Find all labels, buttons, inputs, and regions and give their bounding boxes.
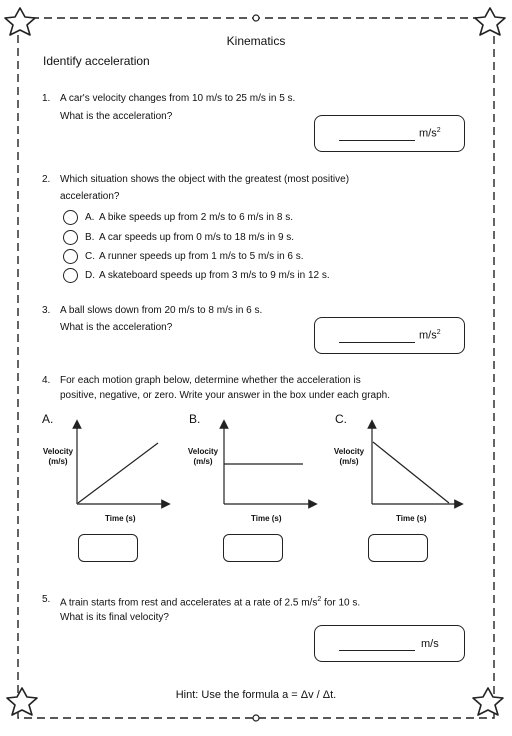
hint-text: Hint: Use the formula a = Δv / Δt. xyxy=(175,689,337,701)
radio-bubble[interactable] xyxy=(63,210,78,225)
answer-box-q3[interactable] xyxy=(314,317,465,354)
question-2 xyxy=(0,173,512,213)
option-text: A skateboard speeds up from 3 m/s to 9 m/s in 12 s. xyxy=(99,270,330,281)
option-letter: D. xyxy=(85,270,95,281)
y-axis-label: Velocity (m/s) xyxy=(42,447,74,466)
answer-unit: $m/s^2$ xyxy=(419,127,441,140)
option-text: A runner speeds up from 1 m/s to 5 m/s in 6 s. xyxy=(99,251,304,262)
graph-letter: B. xyxy=(189,412,201,426)
question-number: 1. xyxy=(42,93,51,104)
graph-plot xyxy=(186,410,326,530)
question-text-line2: What is the acceleration? xyxy=(60,322,173,333)
radio-bubble[interactable] xyxy=(63,268,78,283)
graph-letter: A. xyxy=(42,412,54,426)
question-number: 3. xyxy=(42,305,51,316)
question-number: 2. xyxy=(42,174,51,185)
answer-blank[interactable] xyxy=(339,650,415,651)
x-axis-label: Time (s) xyxy=(251,514,282,523)
option-text: A bike speeds up from 2 m/s to 6 m/s in 8 s. xyxy=(99,212,293,223)
option-text: A car speeds up from 0 m/s to 18 m/s in 9 s. xyxy=(99,232,295,243)
worksheet-subtitle: Identify acceleration xyxy=(43,54,150,68)
answer-box-q5[interactable] xyxy=(314,625,465,662)
graph-plot xyxy=(40,410,180,530)
answer-box-graph-a[interactable] xyxy=(78,534,138,562)
x-axis-label: Time (s) xyxy=(396,514,427,523)
worksheet-title: Kinematics xyxy=(226,34,286,48)
ornament-bottom xyxy=(253,715,259,721)
option-letter: B. xyxy=(85,232,95,243)
question-text-line2: acceleration? xyxy=(60,191,120,202)
star-icon-top-right xyxy=(475,8,505,35)
answer-unit: $m/s^2$ xyxy=(419,329,441,342)
question-number: 5. xyxy=(42,594,51,605)
star-icon-top-left xyxy=(5,8,35,35)
answer-unit: m/s xyxy=(421,638,439,650)
radio-bubble[interactable] xyxy=(63,230,78,245)
ornament-top xyxy=(253,15,259,21)
radio-bubble[interactable] xyxy=(63,249,78,264)
answer-box-q1[interactable] xyxy=(314,115,465,152)
question-number: 4. xyxy=(42,375,51,386)
answer-blank[interactable] xyxy=(339,140,415,141)
graph-line xyxy=(373,442,449,503)
option-letter: C. xyxy=(85,251,95,262)
question-text-line2: What is the acceleration? xyxy=(60,111,173,122)
question-text-line1: A car's velocity changes from 10 m/s to 25 m/s in 5 s. xyxy=(60,93,296,104)
question-text-line1: A train starts from rest and accelerates at a rate of 2.5 $m/s^2$ for 10 s. xyxy=(60,596,361,609)
option-letter: A. xyxy=(85,212,95,223)
question-text-line1: For each motion graph below, determine whether the acceleration is xyxy=(60,375,361,386)
question-4 xyxy=(0,374,512,414)
x-axis-label: Time (s) xyxy=(105,514,136,523)
graph-plot xyxy=(332,410,472,530)
question-text-line2: What is its final velocity? xyxy=(60,612,169,623)
question-text-line1: Which situation shows the object with the greatest (most positive) xyxy=(60,174,350,185)
answer-box-graph-b[interactable] xyxy=(223,534,283,562)
y-axis-label: Velocity (m/s) xyxy=(187,447,219,466)
graph-letter: C. xyxy=(335,412,347,426)
answer-blank[interactable] xyxy=(339,342,415,343)
question-text-line2: positive, negative, or zero. Write your answer in the box under each graph. xyxy=(60,390,390,401)
graph-line xyxy=(78,443,158,503)
y-axis-label: Velocity (m/s) xyxy=(333,447,365,466)
question-text-line1: A ball slows down from 20 m/s to 8 m/s in 6 s. xyxy=(60,305,263,316)
answer-box-graph-c[interactable] xyxy=(368,534,428,562)
